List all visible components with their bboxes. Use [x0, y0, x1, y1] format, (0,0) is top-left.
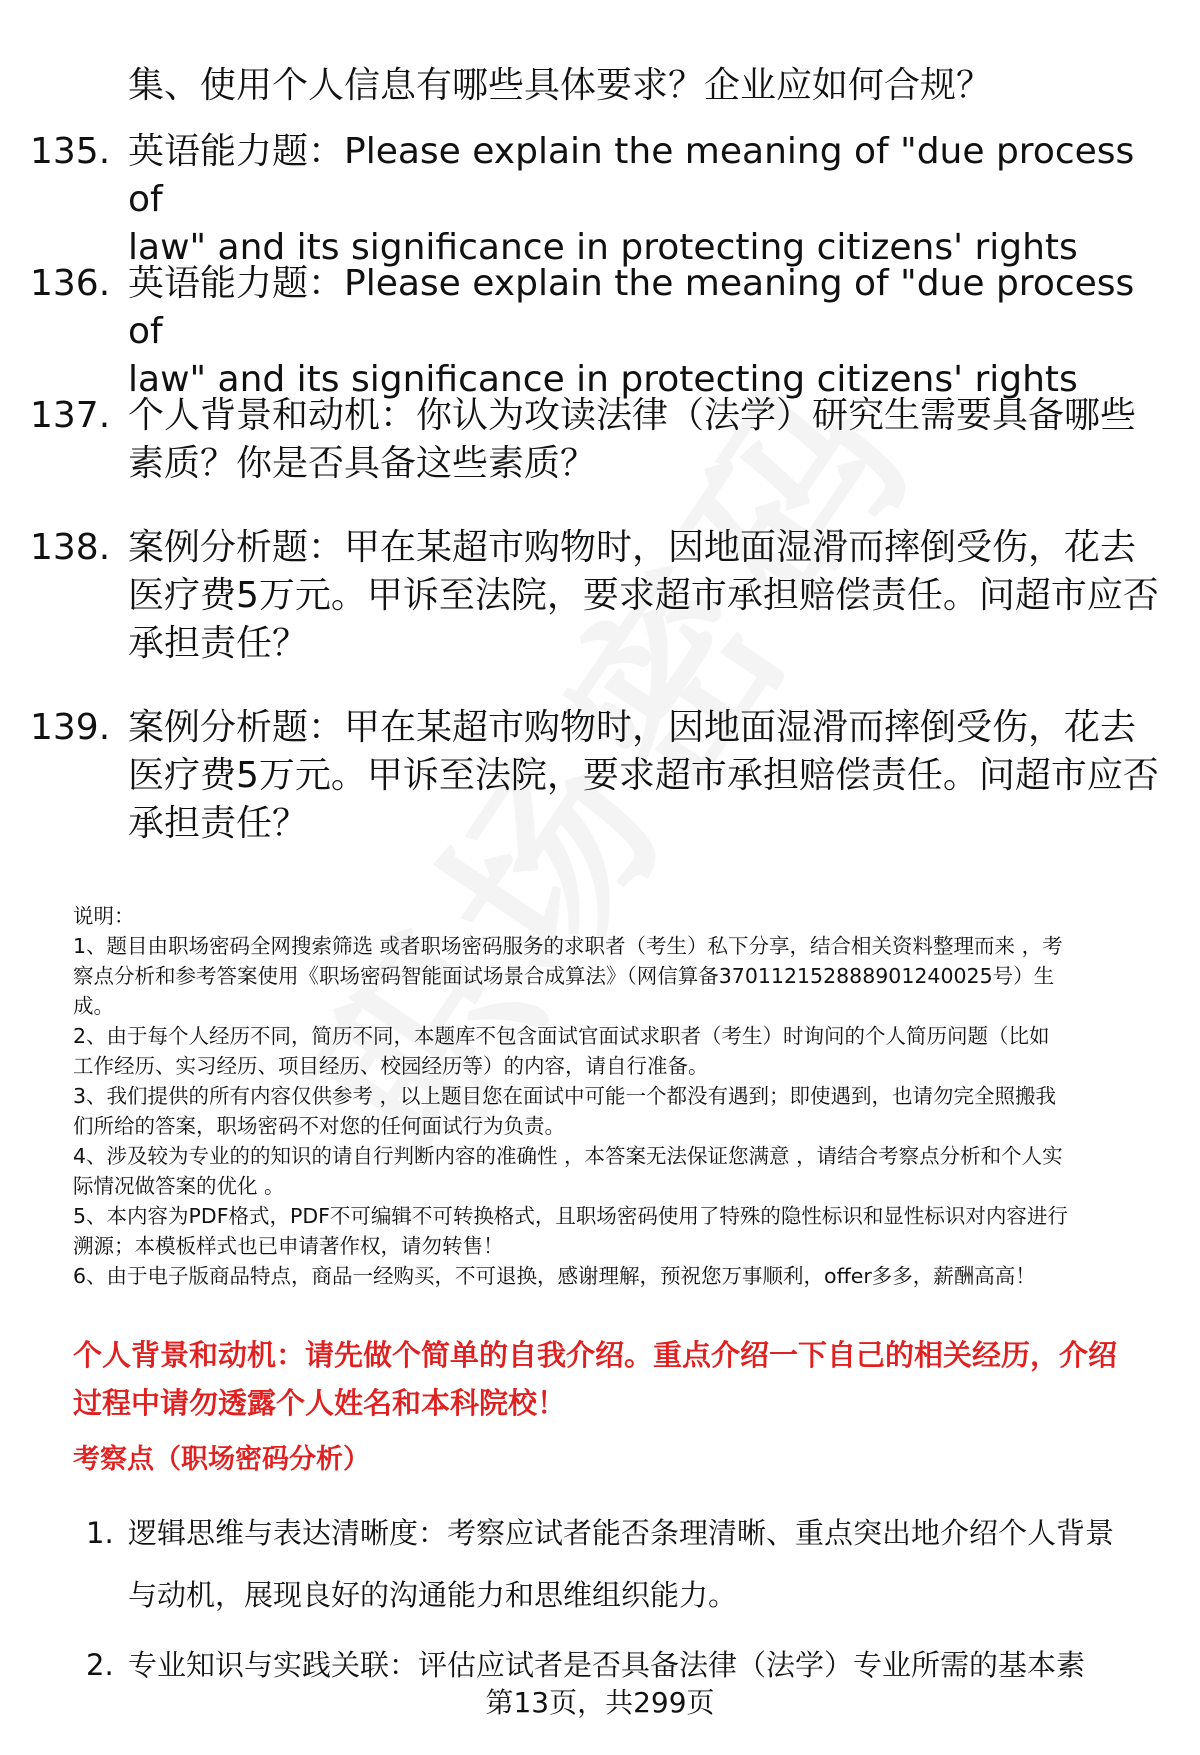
notes-line: 1、题目由职场密码全网搜索筛选 或者职场密码服务的求职者（考生）私下分享，结合相关资料整理而来 ，考: [73, 934, 1063, 958]
question-line: 医疗费5万元。甲诉至法院，要求超市承担赔偿责任。问超市应否: [128, 575, 1159, 616]
highlight-question: [73, 1331, 1173, 1427]
question-number: 139.: [30, 707, 111, 748]
question-item: [30, 392, 1170, 488]
point-line: 与动机，展现良好的沟通能力和思维组织能力。: [128, 1578, 738, 1612]
notes-line: 溯源；本模板样式也已申请著作权，请勿转售！: [73, 1234, 504, 1258]
question-line: law" and its significance in protecting citizens' rights: [128, 227, 1078, 268]
notes-line: 2、由于每个人经历不同，简历不同，本题库不包含面试官面试求职者（考生）时询问的个人简历问题（比如: [73, 1024, 1050, 1048]
notes-line: 成。: [73, 994, 114, 1018]
question-item: [30, 260, 1170, 404]
question-number: 137.: [30, 395, 111, 436]
question-line: 英语能力题：Please explain the meaning of "due process of: [128, 263, 1135, 352]
question-number: 136.: [30, 263, 111, 304]
point-line: 逻辑思维与表达清晰度：考察应试者能否条理清晰、重点突出地介绍个人背景: [128, 1516, 1115, 1550]
notes-section: [73, 901, 1163, 1291]
question-line: 个人背景和动机：你认为攻读法律（法学）研究生需要具备哪些: [128, 395, 1137, 436]
question-item: [30, 524, 1170, 668]
analysis-point: [80, 1502, 1160, 1626]
notes-line: 际情况做答案的优化 。: [73, 1174, 285, 1198]
point-number: 1.: [86, 1516, 114, 1550]
question-line: law" and its significance in protecting citizens' rights: [128, 359, 1078, 400]
point-line: 专业知识与实践关联：评估应试者是否具备法律（法学）专业所需的基本素: [128, 1648, 1086, 1682]
question-line: 医疗费5万元。甲诉至法院，要求超市承担赔偿责任。问超市应否: [128, 755, 1159, 796]
notes-line: 们所给的答案，职场密码不对您的任何面试行为负责。: [73, 1114, 565, 1138]
question-line: 案例分析题：甲在某超市购物时，因地面湿滑而摔倒受伤，花去: [128, 707, 1137, 748]
point-number: 2.: [86, 1648, 114, 1682]
question-line: 承担责任？: [128, 623, 309, 664]
question-line: 承担责任？: [128, 803, 309, 844]
question-continuation: 集、使用个人信息有哪些具体要求？企业应如何合规？: [128, 65, 993, 106]
question-line: 素质？你是否具备这些素质？: [128, 443, 597, 484]
question-line: 案例分析题：甲在某超市购物时，因地面湿滑而摔倒受伤，花去: [128, 527, 1137, 568]
page-footer: 第13页，共299页: [485, 1686, 715, 1719]
question-line: 英语能力题：Please explain the meaning of "due process of: [128, 131, 1135, 220]
question-number: 138.: [30, 527, 111, 568]
analysis-title: 考察点（职场密码分析）: [73, 1444, 370, 1475]
notes-line: 工作经历、实习经历、项目经历、校园经历等）的内容，请自行准备。: [73, 1054, 709, 1078]
notes-line: 5、本内容为PDF格式，PDF不可编辑不可转换格式，且职场密码使用了特殊的隐性标识和显性标识对内容进行: [73, 1204, 1068, 1228]
question-item: [30, 704, 1170, 848]
notes-line: 6、由于电子版商品特点，商品一经购买，不可退换，感谢理解，预祝您万事顺利，offer多多，薪酬高高！: [73, 1264, 1036, 1288]
notes-line: 4、涉及较为专业的的知识的请自行判断内容的准确性 ，本答案无法保证您满意 ，请结合考察点分析和个人实: [73, 1144, 1063, 1168]
highlight-question-line: 个人背景和动机：请先做个简单的自我介绍。重点介绍一下自己的相关经历，介绍: [73, 1338, 1118, 1372]
notes-line: 察点分析和参考答案使用《职场密码智能面试场景合成算法》（网信算备370112152888901240025号）生: [73, 964, 1055, 988]
notes-title: 说明：: [73, 904, 135, 928]
question-number: 135.: [30, 131, 111, 172]
question-item: [30, 128, 1170, 272]
notes-line: 3、我们提供的所有内容仅供参考 ，以上题目您在面试中可能一个都没有遇到；即使遇到，也请勿完全照搬我: [73, 1084, 1057, 1108]
highlight-question-line: 过程中请勿透露个人姓名和本科院校！: [73, 1386, 567, 1420]
